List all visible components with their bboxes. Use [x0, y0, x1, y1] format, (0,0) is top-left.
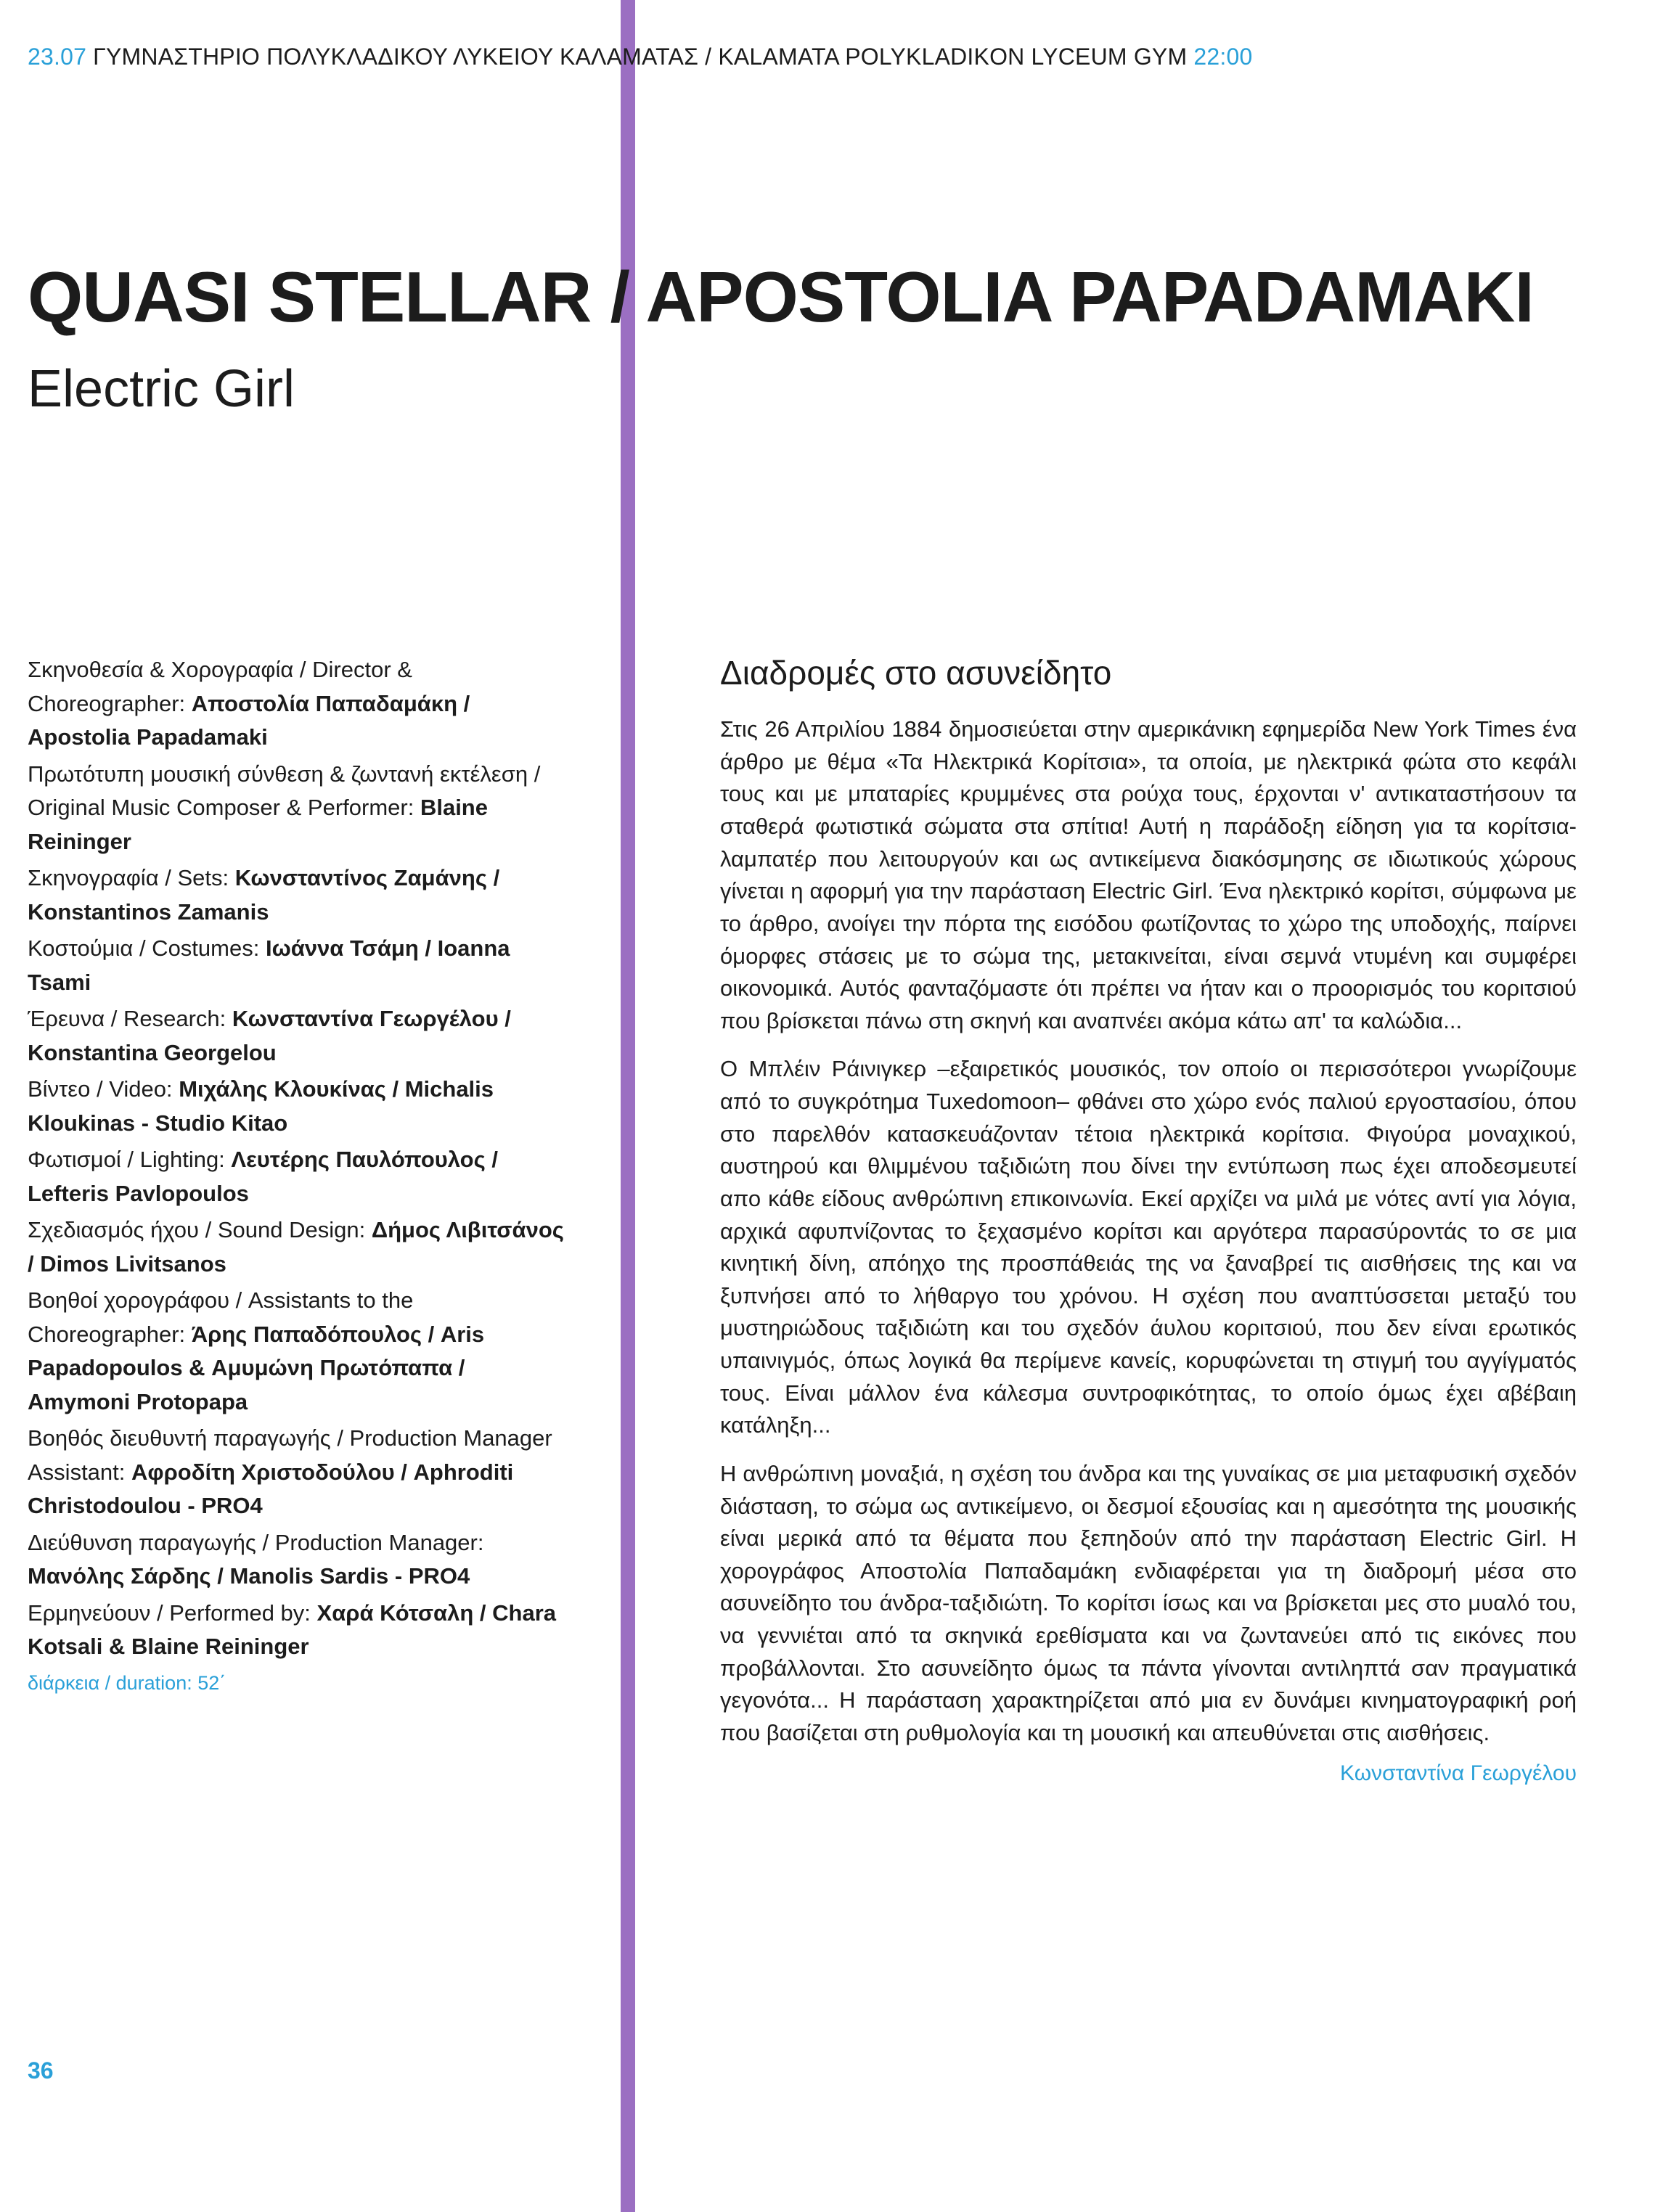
credit-item	[28, 1073, 565, 1140]
article-author: Κωνσταντίνα Γεωργέλου	[1340, 1761, 1577, 1785]
page-number: 36	[28, 2057, 54, 2084]
page-subtitle: Electric Girl	[28, 360, 295, 418]
event-date: 23.07	[28, 44, 87, 70]
article-heading: Διαδρομές στο ασυνείδητο	[720, 654, 1112, 692]
credit-name: Δήμος Λιβιτσάνος / Dimos Livitsanos	[28, 1217, 564, 1277]
credit-name: Κωνσταντίνος Ζαμάνης / Konstantinos Zamanis	[28, 865, 500, 925]
credit-role: Έρευνα / Research:	[28, 1006, 226, 1031]
credit-item	[28, 1422, 565, 1523]
credit-role: Σχεδιασμός ήχου / Sound Design:	[28, 1217, 366, 1242]
credit-item	[28, 1002, 565, 1070]
credit-name: Κωνσταντίνα Γεωργέλου / Konstantina Georgelou	[28, 1006, 511, 1065]
credit-role: Φωτισμοί / Lighting:	[28, 1147, 225, 1172]
credit-item	[28, 1143, 565, 1211]
article-paragraph: Στις 26 Απριλίου 1884 δημοσιεύεται στην αμερικάνικη εφημερίδα New York Times ένα άρθρο με θέμα «Τα Ηλεκτρικά Κορίτσια», τα οποία, με ηλεκτρικά φώτα στο κεφάλι τους και με μπαταρίες κρυμμένες στα ρούχα τους, έρχονται ν' αντικαταστήσουν τα σταθερά φωτιστικά σώματα στα σπίτια! Αυτή η παράδοξη είδηση για τα κορίτσια-λαμπατέρ που λειτουργούν και ως αντικείμενα διακόσμησης σε ιδιωτικούς χώρους γίνεται η αφορμή για την παράσταση Electric Girl. Ένα ηλεκτρικό κορίτσι, σύμφωνα με το άρθρο, ανοίγει την πόρτα της εισόδου φωτίζοντας το χώρο της υποδοχής, παίρνει όμορφες στάσεις με το σώμα της, μετακινείται, είναι σεμνά ντυμένη και συμφέρει οικονομικά. Αυτός φανταζόμαστε ότι πρέπει να ήταν και ο προορισμός του κοριτσιού που βρίσκεται πάνω στη σκηνή και αναπνέει ακόμα κάτω απ' τα καλώδια...	[720, 716, 1577, 1033]
credit-role: Σκηνοθεσία & Χορογραφία / Director & Choreographer:	[28, 657, 412, 716]
credit-name: Μανόλης Σάρδης / Manolis Sardis - PRO4	[28, 1563, 470, 1589]
credit-item	[28, 653, 565, 755]
credit-item	[28, 758, 565, 859]
credit-name: Ιωάννα Τσάμη / Ioanna Tsami	[28, 935, 510, 995]
credit-item	[28, 1526, 565, 1594]
event-time: 22:00	[1193, 44, 1253, 70]
credit-role: Πρωτότυπη μουσική σύνθεση & ζωντανή εκτέλεση / Original Music Composer & Performer:	[28, 761, 541, 820]
credit-name: Άρης Παπαδόπουλος / Aris Papadopoulos & Αμυμώνη Πρωτόπαπα / Amymoni Protopapa	[28, 1321, 485, 1414]
credits-list	[28, 653, 565, 1697]
credit-name: Αποστολία Παπαδαμάκη / Apostolia Papadamaki	[28, 690, 470, 750]
credit-role: Σκηνογραφία / Sets:	[28, 865, 229, 890]
credit-item	[28, 861, 565, 929]
credit-item	[28, 1213, 565, 1281]
article	[720, 653, 1577, 1786]
credit-name: Μιχάλης Κλουκίνας / Michalis Kloukinas - Studio Kitao	[28, 1076, 494, 1136]
article-paragraph: Η ανθρώπινη μοναξιά, η σχέση του άνδρα και της γυναίκας σε μια μεταφυσική σχεδόν διάσταση, το σώμα ως αντικείμενο, οι δεσμοί εξουσίας και η αμεσότητα της μουσικής είναι μερικά από τα θέματα που ξεπηδούν από την παράσταση Electric Girl. Η χορογράφος Αποστολία Παπαδαμάκη ενδιαφέρεται για τη διαδρομή μέσα στο ασυνείδητο του άνδρα-ταξιδιώτη. Το κορίτσι ίσως και να βρίσκεται μες στο μυαλό του, να γεννιέται από τα σκηνικά ερεθίσματα και να ζωντανεύει από τις εικόνες που προβάλλονται. Στο ασυνείδητο όμως τα πάντα γίνονται αντιληπτά σαν πραγματικά γεγονότα... Η παράσταση χαρακτηρίζεται από μια εν δυνάμει κινηματογραφική ροή που βασίζεται στη ρυθμολογία και τη μουσική και απευθύνεται στις αισθήσεις.	[720, 1460, 1577, 1745]
article-paragraph: Ο Μπλέιν Ράινιγκερ –εξαιρετικός μουσικός, τον οποίο οι περισσότεροι γνωρίζουμε από το συγκρότημα Tuxedomoon– φθάνει στο χώρο ενός παλιού εργοστασίου, όπου στο παρελθόν κατασκευάζονταν τέτοια ηλεκτρικά κορίτσια. Φιγούρα μοναχικού, αυστηρού και θλιμμένου ταξιδιώτη που δίνει την εντύπωση πως έχει αποδεσμευτεί απο κάθε είδους ανθρώπινη επικοινωνία. Εκεί αρχίζει να μιλά με νότες αντί για λόγια, αρχικά αφυπνίζοντας το ξεχασμένο κορίτσι και αργότερα παρασύροντάς το σε μια κινητική δίνη, απόηχο της προσπάθειάς της να ξαναβρεί τις αισθήσεις της και να ξυπνήσει από το λήθαργο του χρόνου. Η σχέση που αναπτύσσεται μεταξύ του μυστηριώδους ταξιδιώτη και του σχεδόν άυλου κοριτσιού, που δεν είναι ερωτικός υπαινιγμός, όπως λογικά θα περίμενε κανείς, κορυφώνεται τη στιγμή του αγγίγματός τους. Είναι μάλλον ένα κάλεσμα συντροφικότητας, το οποίο όμως έχει αβέβαιη κατάληξη...	[720, 1056, 1577, 1438]
credit-name: Blaine Reininger	[28, 795, 488, 854]
credit-item	[28, 932, 565, 999]
credit-item	[28, 1284, 565, 1419]
credit-role: Βίντεο / Video:	[28, 1076, 173, 1102]
credit-name: Χαρά Κότσαλη / Chara Kotsali & Blaine Reininger	[28, 1599, 556, 1659]
event-header	[28, 44, 1262, 70]
event-venue: ΓΥΜΝΑΣΤΗΡΙΟ ΠΟΛΥΚΛΑΔΙΚΟΥ ΛΥΚΕΙΟΥ ΚΑΛΑΜΑΤΑΣ / KALAMATA POLYKLADIKON LYCEUM GYM	[93, 44, 1188, 70]
credit-role: Βοηθός διευθυντή παραγωγής / Production Manager Assistant:	[28, 1425, 552, 1485]
credit-role: Κοστούμια / Costumes:	[28, 935, 260, 961]
page-title: QUASI STELLAR / APOSTOLIA PAPADAMAKI	[28, 257, 1534, 337]
credit-name: Λευτέρης Παυλόπουλος / Lefteris Pavlopoulos	[28, 1147, 498, 1206]
credit-name: Αφροδίτη Χριστοδούλου / Aphroditi Christodoulou - PRO4	[28, 1459, 514, 1518]
duration-label: διάρκεια / duration: 52΄	[28, 1671, 226, 1694]
credit-role: Βοηθοί χορογράφου / Assistants to the Choreographer:	[28, 1287, 414, 1347]
credit-role: Διεύθυνση παραγωγής / Production Manager:	[28, 1529, 484, 1555]
credit-role: Ερμηνεύουν / Performed by:	[28, 1599, 311, 1626]
credit-item	[28, 1597, 565, 1664]
